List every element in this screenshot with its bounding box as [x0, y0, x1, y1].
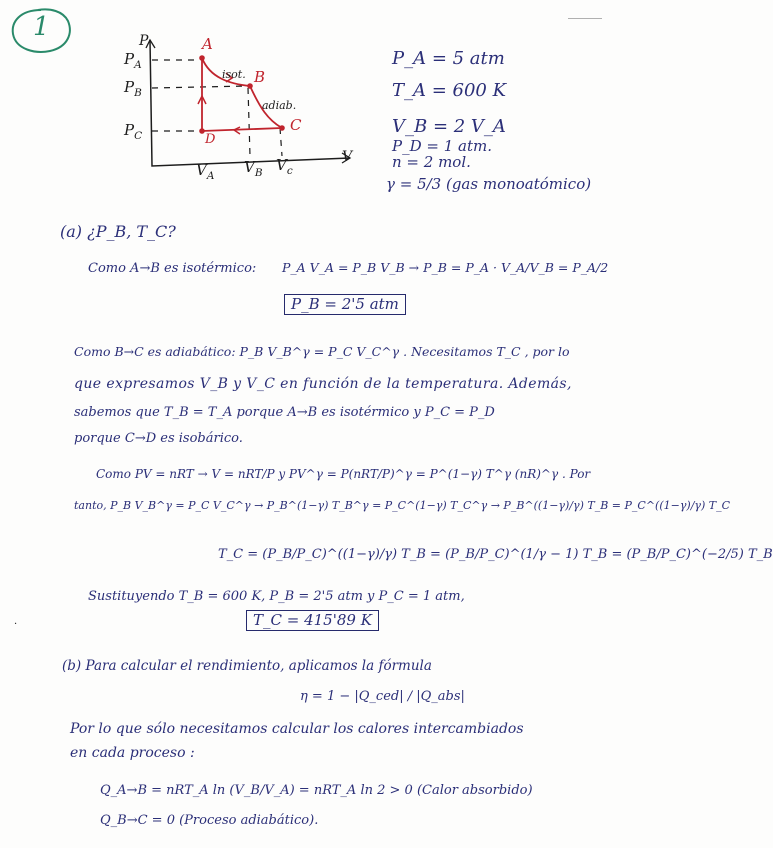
point-c-label: C [290, 116, 302, 134]
axis-v-label: V [342, 149, 353, 165]
point-a-label: A [202, 35, 213, 53]
tick-pa-label: $P_A$ [124, 50, 142, 71]
part-a-heading: (a) ¿P_B, T_C? [60, 222, 176, 241]
margin-dot: · [14, 619, 18, 630]
part-b-qab: Q_A→B = nRT_A ln (V_B/V_A) = nRT_A ln 2 > 0 (Calor absorbido) [100, 783, 533, 798]
axis-p-label: P [139, 33, 149, 49]
given-pa: P_A = 5 atm [392, 48, 505, 69]
part-a-line8: T_C = (P_B/P_C)^((1−γ)/γ) T_B = (P_B/P_C)^(1/γ − 1) T_B = (P_B/P_C)^(−2/5) T_B [218, 547, 773, 562]
part-b-line2: Por lo que sólo necesitamos calcular los calores intercambiados [70, 721, 524, 737]
part-b-line3: en cada proceso : [70, 745, 195, 761]
point-d-label: D [205, 132, 216, 147]
point-b-label: B [254, 68, 266, 86]
result-tc-box: T_C = 415'89 K [246, 610, 379, 631]
tick-pb-label: $P_B$ [124, 78, 142, 99]
part-a-line9: Sustituyendo T_B = 600 K, P_B = 2'5 atm y P_C = 1 atm, [88, 589, 465, 604]
given-pd: P_D = 1 atm. [392, 137, 492, 155]
tick-pc-label: $P_C$ [124, 121, 143, 142]
part-a-line1-intro: Como A→B es isotérmico: [88, 261, 257, 276]
part-a-line2: Como B→C es adiabático: P_B V_B^γ = P_C V_C^γ . Necesitamos T_C , por lo [74, 344, 570, 359]
part-a-line6: Como PV = nRT → V = nRT/P y PV^γ = P(nRT/P)^γ = P^(1−γ) T^γ (nR)^γ . Por [96, 467, 591, 481]
part-a-line5: porque C→D es isobárico. [74, 431, 243, 446]
given-n: n = 2 mol. [392, 153, 471, 171]
tick-vb-label: $V_B$ [244, 158, 263, 179]
part-b-qbc: Q_B→C = 0 (Proceso adiabático). [100, 813, 319, 828]
part-a-line7: tanto, P_B V_B^γ = P_C V_C^γ → P_B^(1−γ) T_B^γ = P_C^(1−γ) T_C^γ → P_B^((1−γ)/γ) T_B = P_C^((1−γ)/γ) T_C [74, 499, 731, 512]
part-b-line1: (b) Para calcular el rendimiento, aplicamos la fórmula [62, 658, 432, 674]
tick-va-label: $V_A$ [196, 161, 215, 182]
given-gamma: γ = 5/3 (gas monoatómico) [386, 175, 592, 193]
part-a-line3: que expresamos V_B y V_C en función de la temperatura. Además, [74, 376, 572, 392]
isot-label: isot. [222, 68, 246, 81]
tick-vc-label: $V_c$ [276, 156, 293, 177]
part-a-line1-eq: P_A V_A = P_B V_B → P_B = P_A · V_A/V_B = P_A/2 [282, 260, 609, 275]
part-a-line4: sabemos que T_B = T_A porque A→B es isotérmico y P_C = P_D [74, 405, 495, 420]
stray-mark [568, 18, 602, 19]
part-b-formula: η = 1 − |Q_ced| / |Q_abs| [300, 689, 465, 704]
given-vb: V_B = 2 V_A [392, 116, 506, 137]
given-ta: T_A = 600 K [392, 80, 507, 101]
result-pb-box: P_B = 2'5 atm [284, 294, 406, 315]
adiab-label: adiab. [262, 99, 297, 112]
problem-number: 1 [33, 12, 50, 42]
